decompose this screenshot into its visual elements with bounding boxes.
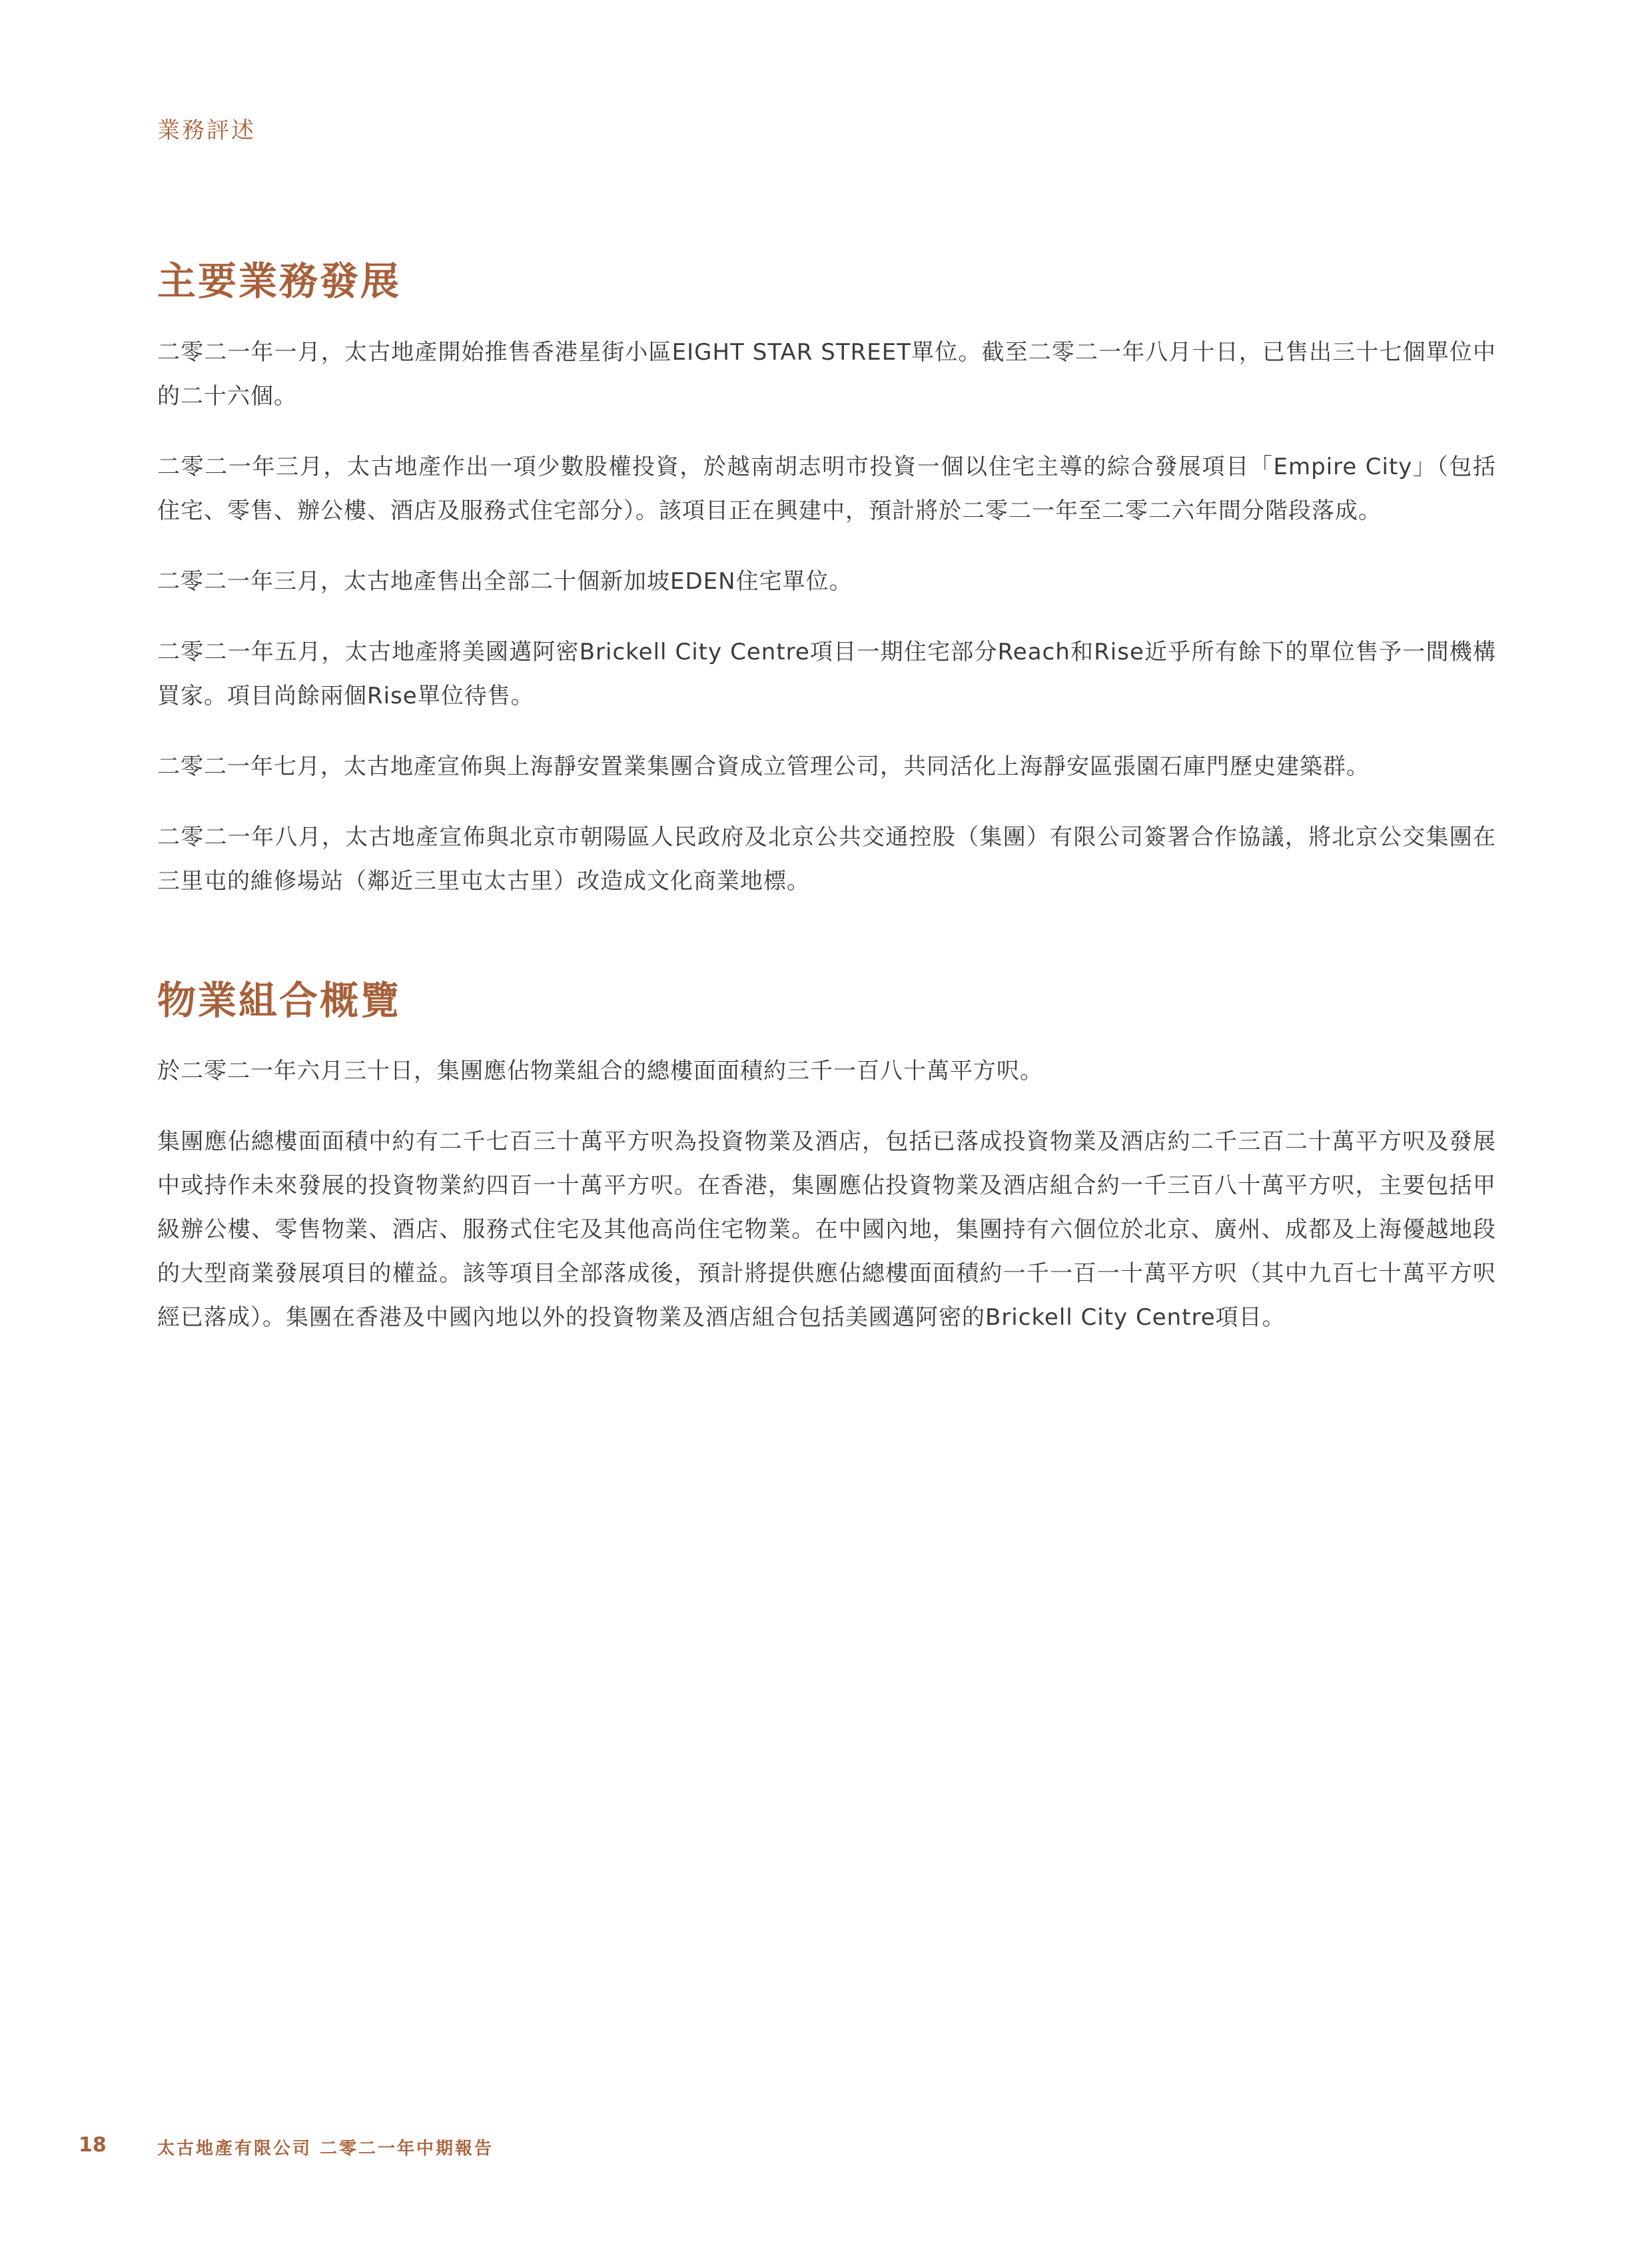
main-content: [157, 258, 1496, 1339]
footer-report-title: 太古地產有限公司 二零二一年中期報告: [157, 2139, 494, 2159]
page-number: 18: [79, 2133, 107, 2157]
paragraph: 二零二一年八月，太古地產宣佈與北京市朝陽區人民政府及北京公共交通控股（集團）有限公司簽署合作協議，將北京公交集團在三里屯的維修場站（鄰近三里屯太古里）改造成文化商業地標。: [157, 823, 1496, 895]
paragraph: 二零二一年三月，太古地產作出一項少數股權投資，於越南胡志明市投資一個以住宅主導的綜合發展項目「Empire City」（包括住宅、零售、辦公樓、酒店及服務式住宅部分）。該項目正在興建中，預計將於二零二一年至二零二六年間分階段落成。: [157, 453, 1496, 524]
paragraph: 二零二一年七月，太古地產宣佈與上海靜安置業集團合資成立管理公司，共同活化上海靜安區張園石庫門歷史建築群。: [157, 753, 1370, 780]
running-header: 業務評述: [157, 117, 256, 144]
paragraph: 二零二一年三月，太古地產售出全部二十個新加坡EDEN住宅單位。: [157, 567, 853, 595]
section-title: 物業組合概覽: [157, 977, 402, 1023]
section-portfolio-overview: [157, 978, 1496, 1340]
paragraph: 集團應佔總樓面面積中約有二千七百三十萬平方呎為投資物業及酒店，包括已落成投資物業及酒店約二千三百二十萬平方呎及發展中或持作未來發展的投資物業約四百一十萬平方呎。在香港，集團應佔投資物業及酒店組合約一千三百八十萬平方呎，主要包括甲級辦公樓、零售物業、酒店、服務式住宅及其他高尚住宅物業。在中國內地，集團持有六個位於北京、廣州、成都及上海優越地段的大型商業發展項目的權益。該等項目全部落成後，預計將提供應佔總樓面面積約一千一百一十萬平方呎（其中九百七十萬平方呎經已落成）。集團在香港及中國內地以外的投資物業及酒店組合包括美國邁阿密的Brickell City Centre項目。: [157, 1128, 1496, 1331]
paragraph: 於二零二一年六月三十日，集團應佔物業組合的總樓面面積約三千一百八十萬平方呎。: [157, 1058, 1043, 1085]
section-title: 主要業務發展: [157, 258, 402, 304]
section-business-development: [157, 258, 1496, 903]
paragraph: 二零二一年五月，太古地產將美國邁阿密Brickell City Centre項目一期住宅部分Reach和Rise近乎所有餘下的單位售予一間機構買家。項目尚餘兩個Rise單位待售。: [157, 638, 1496, 709]
page-footer: [0, 2133, 1652, 2160]
paragraph: 二零二一年一月，太古地產開始推售香港星街小區EIGHT STAR STREET單位。截至二零二一年八月十日，已售出三十七個單位中的二十六個。: [157, 338, 1496, 410]
